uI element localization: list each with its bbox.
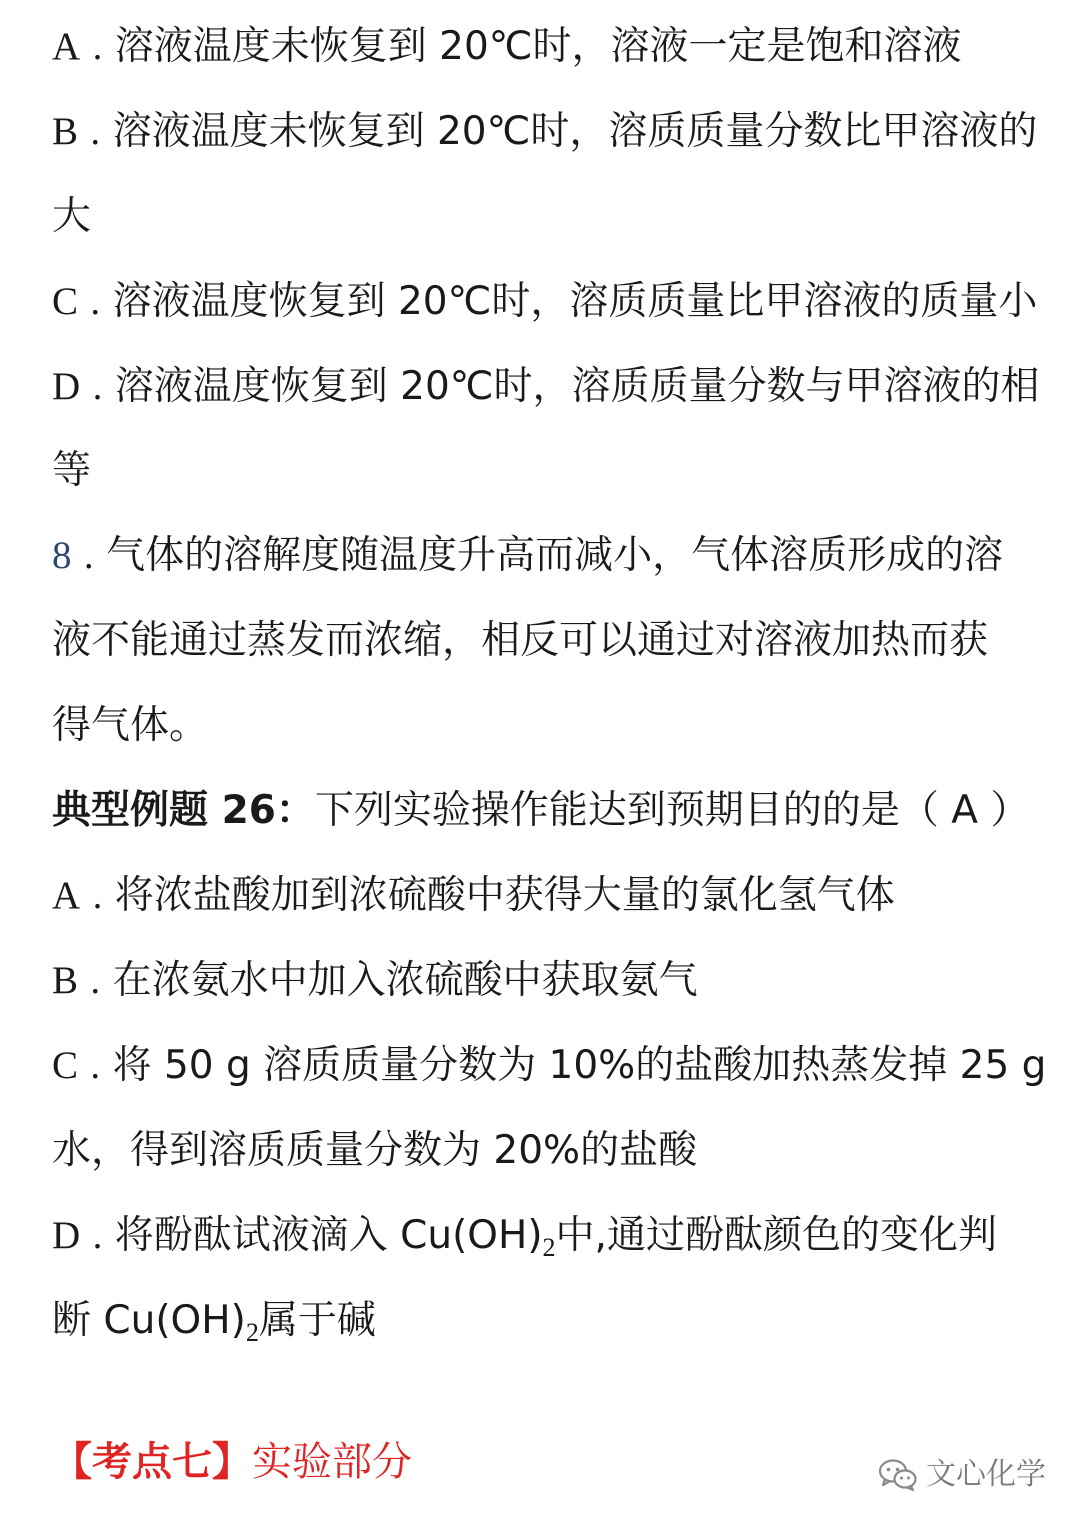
example-question: 下列实验操作能达到预期目的的是（ A ） bbox=[314, 788, 1030, 833]
example26-option-c-line1 bbox=[52, 1041, 1047, 1091]
q7-option-d-line1 bbox=[52, 362, 1042, 412]
q7-option-b-line1 bbox=[52, 107, 1042, 157]
option-text: 将酚酞试液滴入 Cu(OH) bbox=[114, 1213, 543, 1258]
q7-option-c bbox=[52, 277, 1042, 327]
example26-option-a bbox=[52, 871, 1042, 921]
q7-option-b-line2 bbox=[52, 192, 1042, 242]
note-text: 气体的溶解度随温度升高而减小，气体溶质形成的溶 bbox=[106, 533, 1004, 578]
option-sep: . bbox=[92, 365, 103, 408]
option-text: 溶液温度未恢复到 20℃时，溶质质量分数比甲溶液的 bbox=[112, 109, 1038, 154]
option-sep: . bbox=[92, 1214, 103, 1257]
q7-option-a bbox=[52, 22, 1042, 72]
option-text: 溶液温度恢复到 20℃时，溶质质量比甲溶液的质量小 bbox=[112, 279, 1038, 324]
option-sep: . bbox=[90, 959, 101, 1002]
option-sep: . bbox=[92, 25, 103, 68]
option-text-continued: 大 bbox=[52, 194, 92, 239]
option-sep: . bbox=[90, 280, 101, 323]
example26-option-d-line2 bbox=[52, 1296, 1042, 1346]
option-text-continued: 属于碱 bbox=[258, 1298, 376, 1343]
option-text-continued: 断 Cu(OH) bbox=[52, 1298, 246, 1343]
chem-subscript: 2 bbox=[245, 1318, 259, 1347]
example26-option-b bbox=[52, 956, 1042, 1006]
option-text-continued: 等 bbox=[52, 448, 92, 493]
note-number: 8 bbox=[52, 534, 72, 577]
option-sep: . bbox=[90, 110, 101, 153]
option-sep: . bbox=[92, 874, 103, 917]
section-title: 实验部分 bbox=[252, 1439, 412, 1485]
section-bracket-title: 【考点七】 bbox=[52, 1439, 252, 1485]
option-text: 溶液温度恢复到 20℃时，溶质质量分数与甲溶液的相 bbox=[114, 364, 1040, 409]
note-text: 得气体。 bbox=[52, 703, 209, 748]
option-letter: A bbox=[52, 874, 81, 917]
watermark-text: 文心化学 bbox=[926, 1457, 1046, 1492]
note8-line2 bbox=[52, 616, 1042, 666]
note8-line1 bbox=[52, 531, 1042, 581]
option-letter: A bbox=[52, 25, 81, 68]
option-text: 将浓盐酸加到浓硫酸中获得大量的氯化氢气体 bbox=[114, 873, 895, 918]
option-letter: C bbox=[52, 280, 79, 323]
chem-subscript: 2 bbox=[542, 1233, 556, 1262]
example26-option-c-line2 bbox=[52, 1126, 1042, 1176]
option-letter: D bbox=[52, 1214, 81, 1257]
option-letter: B bbox=[52, 110, 79, 153]
example26-heading bbox=[52, 786, 1042, 836]
note-text: 液不能通过蒸发而浓缩，相反可以通过对溶液加热而获 bbox=[52, 618, 989, 663]
option-letter: D bbox=[52, 365, 81, 408]
option-letter: B bbox=[52, 959, 79, 1002]
option-sep: . bbox=[90, 1044, 101, 1087]
q7-option-d-line2 bbox=[52, 446, 1042, 496]
option-text-continued: 水，得到溶质质量分数为 20%的盐酸 bbox=[52, 1128, 698, 1173]
option-text: 中,通过酚酞颜色的变化判 bbox=[555, 1213, 997, 1258]
note-sep: . bbox=[83, 534, 94, 577]
note8-line3 bbox=[52, 701, 1042, 751]
option-text: 溶液温度未恢复到 20℃时，溶液一定是饱和溶液 bbox=[114, 24, 962, 69]
example26-option-d-line1 bbox=[52, 1211, 1042, 1261]
option-text: 将 50 g 溶质质量分数为 10%的盐酸加热蒸发掉 25 g bbox=[112, 1043, 1047, 1088]
option-text: 在浓氨水中加入浓硫酸中获取氨气 bbox=[112, 958, 698, 1003]
watermark bbox=[878, 1455, 1046, 1495]
wechat-logo-icon bbox=[878, 1458, 918, 1492]
example-label: 典型例题 26： bbox=[52, 788, 315, 833]
option-letter: C bbox=[52, 1044, 79, 1087]
